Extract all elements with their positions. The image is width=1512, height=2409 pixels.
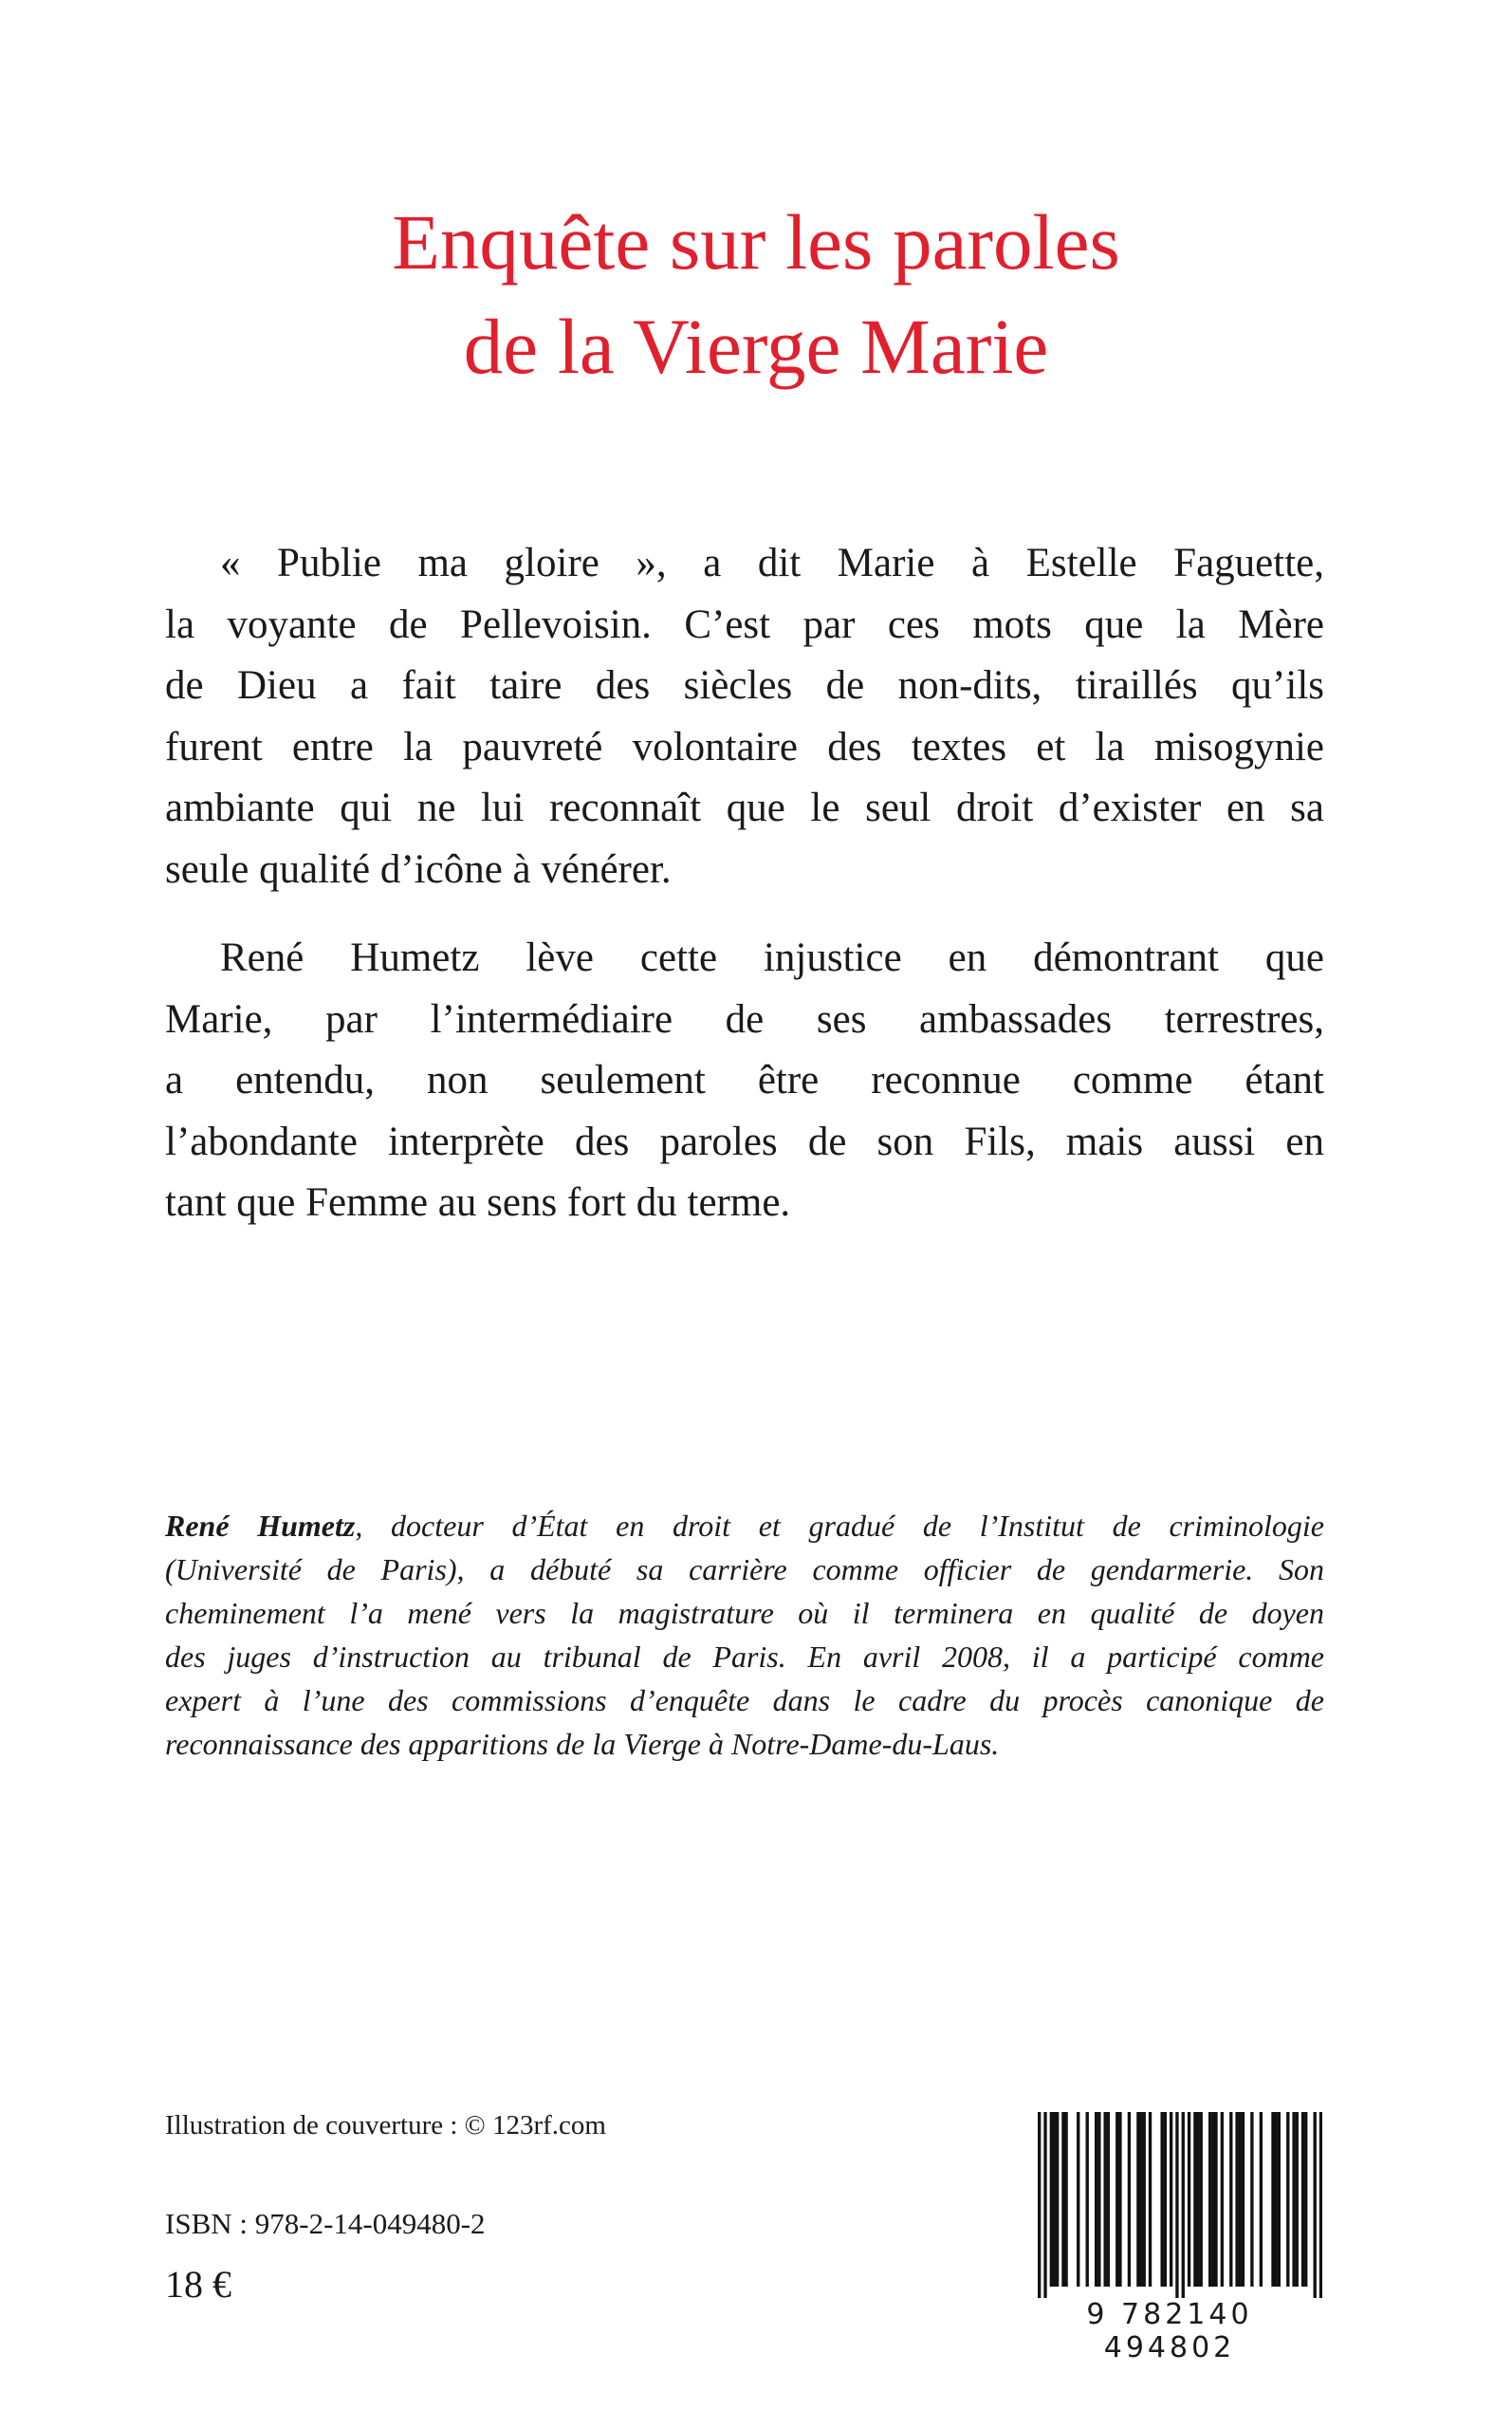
barcode-number: 9 782140 494802 [1086,2298,1253,2364]
barcode-bar [1160,2112,1163,2287]
author-name: René Humetz [165,1509,356,1543]
barcode-bar [1239,2112,1242,2287]
barcode-bar [1097,2112,1100,2287]
summary-line: furent entre la pauvreté volontaire des textes et la misogynie [165,724,1324,769]
barcode-bar [1086,2112,1089,2287]
barcode-bar [1271,2112,1274,2287]
author-bio-text: , docteur d’État en droit et gradué de l’Institut de criminologie [355,1509,1325,1543]
barcode-bar [1077,2112,1079,2287]
barcode-bar [1200,2112,1203,2287]
summary-line: seule qualité d’icône à vénérer. [165,846,672,892]
barcode-bar [1274,2112,1277,2287]
price: 18 € [165,2263,231,2306]
barcode-icon [1017,2112,1322,2326]
summary-line: ambiante qui ne lui reconnaît que le seul droit d’exister en sa [165,786,1324,830]
barcode-bar [1188,2112,1190,2287]
barcode-bar [1296,2112,1299,2287]
illustration-credit: Illustration de couverture : © 123rf.com [165,2110,606,2140]
barcode-bar [1229,2112,1232,2287]
summary-line: Marie, par l’intermédiaire de ses ambassades terrestres, [165,996,1324,1042]
barcode-bar [1103,2112,1106,2287]
barcode-bars [1017,2112,1322,2298]
barcode-bar [1061,2112,1064,2287]
barcode-bar [1260,2112,1263,2287]
summary-line: la voyante de Pellevoisin. C’est par ces mots que la Mère [165,602,1324,647]
barcode-bar [1050,2112,1053,2287]
barcode-bar [1242,2112,1245,2287]
barcode-bar [1292,2112,1295,2287]
summary-line: de Dieu a fait taire des siècles de non-dits, tiraillés qu’ils [165,663,1324,708]
author-bio [165,1504,1324,1766]
barcode-bar [1314,2112,1317,2298]
barcode-bar [1107,2112,1110,2287]
barcode-bar [1214,2112,1217,2287]
barcode-bar [1193,2112,1196,2287]
barcode-bar [1038,2112,1041,2298]
summary-paragraph-2 [165,928,1324,1234]
isbn: ISBN : 978-2-14-049480-2 [165,2207,486,2240]
barcode-bar [1278,2112,1281,2287]
summary-paragraph-1 [165,533,1324,900]
author-bio-line: cheminement l’a mené vers la magistrature où il terminera en qualité de doyen [165,1596,1324,1630]
barcode-bar [1136,2112,1139,2287]
summary-line: René Humetz lève cette injustice en démontrant que [220,936,1324,980]
barcode-bar [1221,2112,1224,2287]
barcode-bar [1128,2112,1131,2287]
barcode-bar [1196,2112,1199,2287]
barcode-bar [1149,2112,1152,2287]
barcode-bar [1043,2112,1046,2298]
author-bio-line: reconnaissance des apparitions de la Vierge à Notre-Dame-du-Laus. [165,1727,1000,1761]
barcode-bar [1064,2112,1067,2287]
summary-line: « Publie ma gloire », a dit Marie à Estelle Faguette, [220,541,1324,585]
barcode-bar [1139,2112,1142,2287]
author-bio-line: des juges d’instruction au tribunal de Paris. En avril 2008, il a participé comme [165,1640,1324,1674]
summary-line: l’abondante interprète des paroles de son Fils, mais aussi en [165,1119,1324,1164]
barcode-bar [1211,2112,1214,2287]
barcode-bar [1286,2112,1289,2287]
barcode-bar [1182,2112,1185,2298]
author-bio-line: (Université de Paris), a débuté sa carrière comme officier de gendarmerie. Son [165,1552,1324,1586]
barcode-bar [1208,2112,1211,2287]
summary-line: tant que Femme au sens fort du terme. [165,1180,791,1225]
barcode-bar [1056,2112,1059,2287]
author-bio-line [165,1504,1324,1547]
barcode-bar [1116,2112,1118,2287]
barcode-bar [1143,2112,1146,2287]
barcode-bar [1118,2112,1121,2287]
book-title-line-2: de la Vierge Marie [463,303,1049,390]
barcode-bar [1301,2112,1304,2287]
barcode-bar [1095,2112,1097,2287]
summary-line: a entendu, non seulement être reconnue comme étant [165,1058,1324,1103]
barcode-bar [1304,2112,1307,2287]
barcode-bar [1164,2112,1167,2287]
author-bio-line: expert à l’une des commissions d’enquête dans le cadre du procès canonique de [165,1683,1324,1717]
barcode-bar [1175,2112,1178,2298]
barcode-bar [1250,2112,1253,2287]
barcode-bar [1170,2112,1172,2287]
book-title [0,190,1512,398]
barcode-bar [1053,2112,1056,2287]
book-title-line-1: Enquête sur les paroles [392,198,1120,286]
barcode-bar [1319,2112,1322,2298]
barcode-bar [1235,2112,1238,2287]
